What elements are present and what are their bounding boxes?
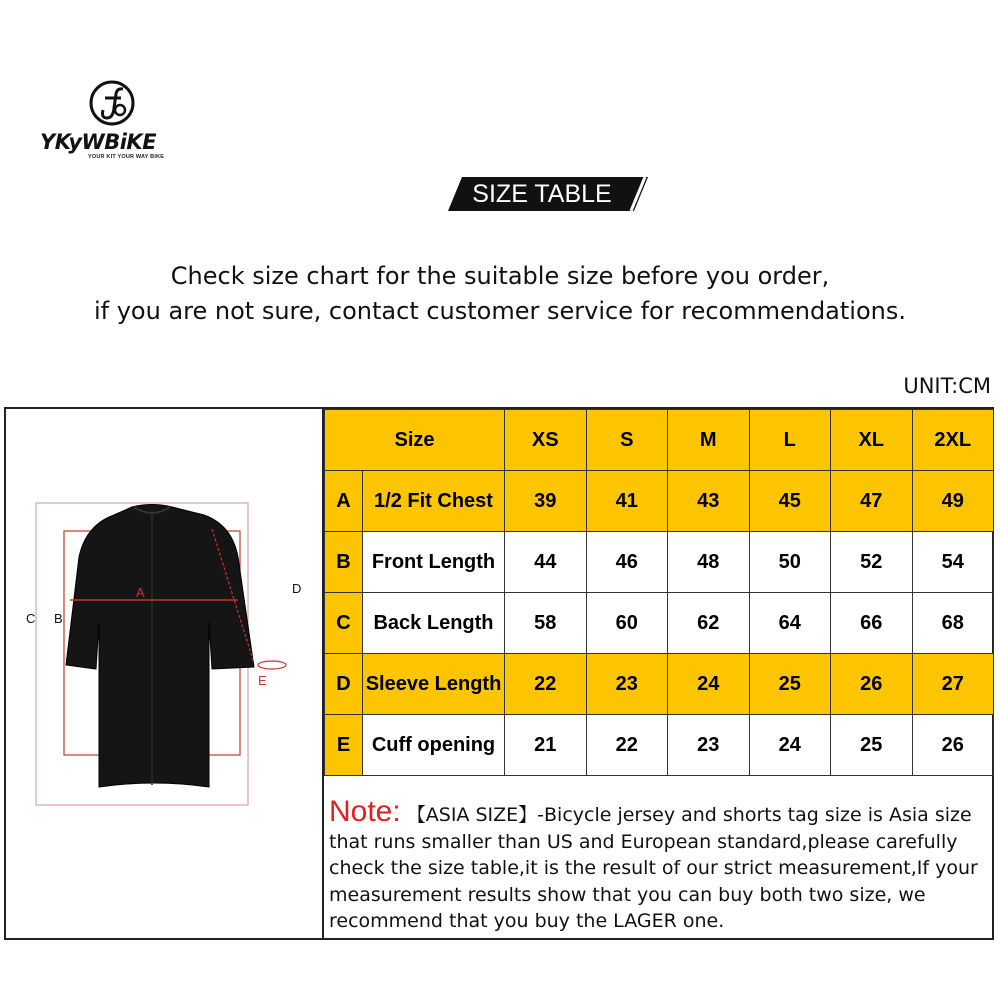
brand-name: YKyWBiKE — [40, 130, 157, 154]
jersey-illustration — [4, 407, 320, 936]
size-col-header: XS — [505, 410, 587, 471]
table-cell: 46 — [586, 532, 668, 593]
brand-logo — [40, 80, 190, 160]
size-col-header: 2XL — [912, 410, 994, 471]
table-cell: 23 — [668, 715, 750, 776]
table-row — [325, 654, 994, 715]
bike-logo-icon — [87, 80, 137, 130]
row-name: 1/2 Fit Chest — [363, 471, 505, 532]
size-table — [324, 409, 994, 776]
banner-title: SIZE TABLE — [472, 180, 612, 208]
table-cell: 58 — [505, 593, 587, 654]
table-row — [325, 593, 994, 654]
table-cell: 54 — [912, 532, 994, 593]
table-cell: 22 — [586, 715, 668, 776]
table-header-row — [325, 410, 994, 471]
row-code: D — [325, 654, 363, 715]
table-cell: 66 — [831, 593, 913, 654]
table-cell: 64 — [749, 593, 831, 654]
unit-label: UNIT:CM — [903, 374, 991, 398]
table-cell: 49 — [912, 471, 994, 532]
note-text: 【ASIA SIZE】-Bicycle jersey and shorts tag size is Asia size that runs smaller than US and European standard,please carefully check the size table,it is the result of our strict measurement,If your measurement results show that you can buy both two size, we recommend that you buy the LAGER one. — [329, 804, 978, 932]
table-cell: 45 — [749, 471, 831, 532]
table-cell: 41 — [586, 471, 668, 532]
table-cell: 26 — [912, 715, 994, 776]
size-table-banner — [448, 177, 648, 211]
row-code: E — [325, 715, 363, 776]
table-cell: 47 — [831, 471, 913, 532]
table-cell: 52 — [831, 532, 913, 593]
table-cell: 50 — [749, 532, 831, 593]
size-col-header: XL — [831, 410, 913, 471]
jersey-diagram — [4, 407, 324, 940]
row-name: Sleeve Length — [363, 654, 505, 715]
table-cell: 44 — [505, 532, 587, 593]
row-name: Front Length — [363, 532, 505, 593]
table-cell: 25 — [831, 715, 913, 776]
table-cell: 26 — [831, 654, 913, 715]
row-code: C — [325, 593, 363, 654]
intro-line-1: Check size chart for the suitable size before you order, — [170, 262, 830, 290]
table-cell: 25 — [749, 654, 831, 715]
size-col-header: M — [668, 410, 750, 471]
table-cell: 22 — [505, 654, 587, 715]
size-col-header: L — [749, 410, 831, 471]
table-cell: 21 — [505, 715, 587, 776]
size-header: Size — [325, 410, 505, 471]
table-cell: 39 — [505, 471, 587, 532]
table-cell: 24 — [668, 654, 750, 715]
note-label: Note: — [329, 795, 401, 828]
row-name: Back Length — [363, 593, 505, 654]
table-cell: 43 — [668, 471, 750, 532]
table-cell: 60 — [586, 593, 668, 654]
table-cell: 62 — [668, 593, 750, 654]
table-cell: 23 — [586, 654, 668, 715]
table-row — [325, 715, 994, 776]
intro-line-2: if you are not sure, contact customer service for recommendations. — [93, 297, 906, 325]
table-cell: 48 — [668, 532, 750, 593]
row-code: B — [325, 532, 363, 593]
label-d: D — [292, 581, 302, 596]
table-cell: 24 — [749, 715, 831, 776]
size-col-header: S — [586, 410, 668, 471]
table-cell: 27 — [912, 654, 994, 715]
row-code: A — [325, 471, 363, 532]
table-cell: 68 — [912, 593, 994, 654]
size-note — [329, 797, 991, 935]
label-c: C — [26, 611, 36, 626]
table-row — [325, 532, 994, 593]
label-a: A — [136, 585, 145, 600]
label-b: B — [54, 611, 63, 626]
row-name: Cuff opening — [363, 715, 505, 776]
table-row — [325, 471, 994, 532]
brand-tagline: YOUR KIT YOUR WAY BIKE — [88, 154, 165, 160]
label-e: E — [258, 673, 267, 688]
